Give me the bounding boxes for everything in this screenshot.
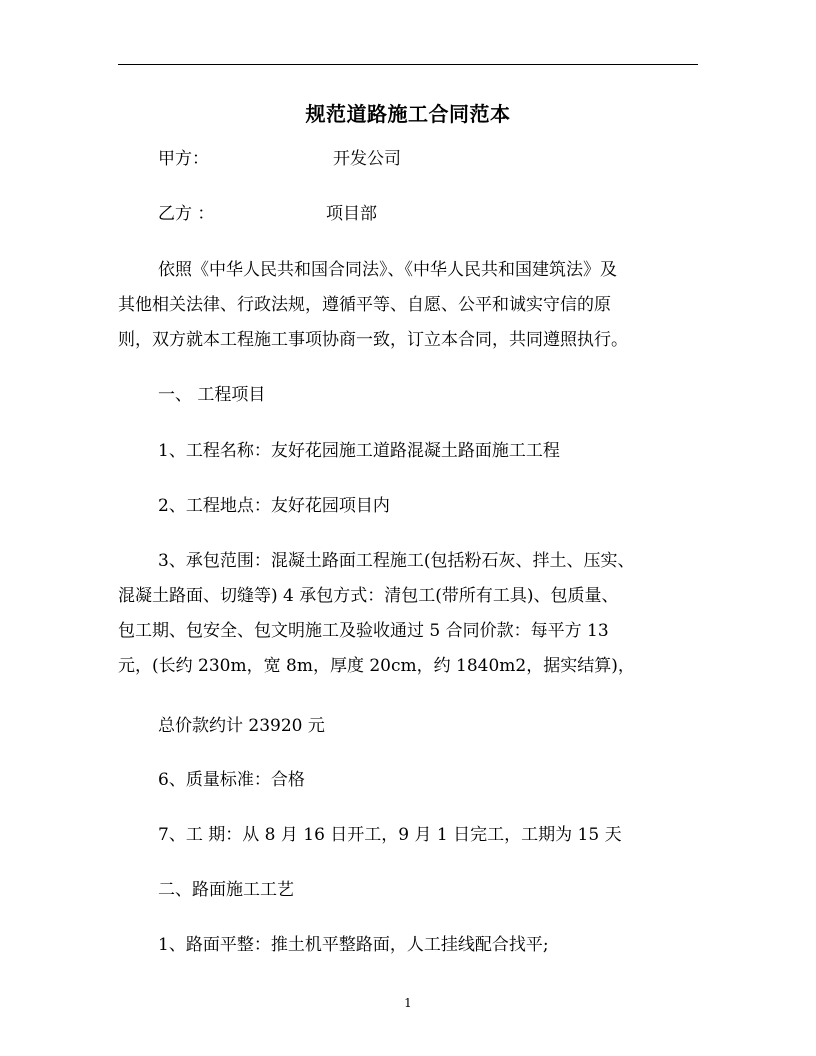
item-2-project-location: 2、工程地点：友好花园项目内 [158, 496, 390, 516]
item-3-line: 混凝土路面、切缝等) 4 承包方式：清包工(带所有工具)、包质量、 [118, 586, 619, 606]
item-3-line: 包工期、包安全、包文明施工及验收通过 5 合同价款：每平方 13 [118, 621, 609, 641]
item-3-line: 3、承包范围：混凝土路面工程施工(包括粉石灰、拌土、压实、 [158, 551, 635, 571]
preamble-line: 依照《中华人民共和国合同法》、《中华人民共和国建筑法》及 [158, 260, 617, 280]
preamble-line: 则，双方就本工程施工事项协商一致，订立本合同，共同遵照执行。 [118, 330, 628, 350]
document-title: 规范道路施工合同范本 [305, 102, 511, 126]
section-1-heading: 一、 工程项目 [158, 385, 266, 405]
party-b-value: 项目部 [326, 204, 377, 224]
party-a-value: 开发公司 [333, 149, 401, 169]
party-b-label: 乙方 ： [158, 204, 215, 224]
item-6-quality: 6、质量标准：合格 [158, 770, 305, 790]
section-2-item-1: 1、路面平整：推土机平整路面，人工挂线配合找平; [158, 935, 549, 955]
item-3-paragraph [118, 549, 698, 689]
party-a-label: 甲方： [158, 149, 209, 169]
preamble-line: 其他相关法律、行政法规，遵循平等、自愿、公平和诚实守信的原 [118, 295, 611, 315]
header-rule [118, 64, 698, 65]
item-7-schedule: 7、工 期：从 8 月 16 日开工，9 月 1 日完工，工期为 15 天 [158, 825, 622, 845]
section-2-heading: 二、路面施工工艺 [158, 880, 294, 900]
total-price: 总价款约计 23920 元 [158, 716, 325, 736]
item-3-line: 元，(长约 230m，宽 8m，厚度 20cm，约 1840m2，据实结算)， [118, 656, 635, 676]
preamble-paragraph [118, 258, 698, 363]
item-1-project-name: 1、工程名称：友好花园施工道路混凝土路面施工工程 [158, 441, 560, 461]
page-number: 1 [404, 996, 412, 1010]
